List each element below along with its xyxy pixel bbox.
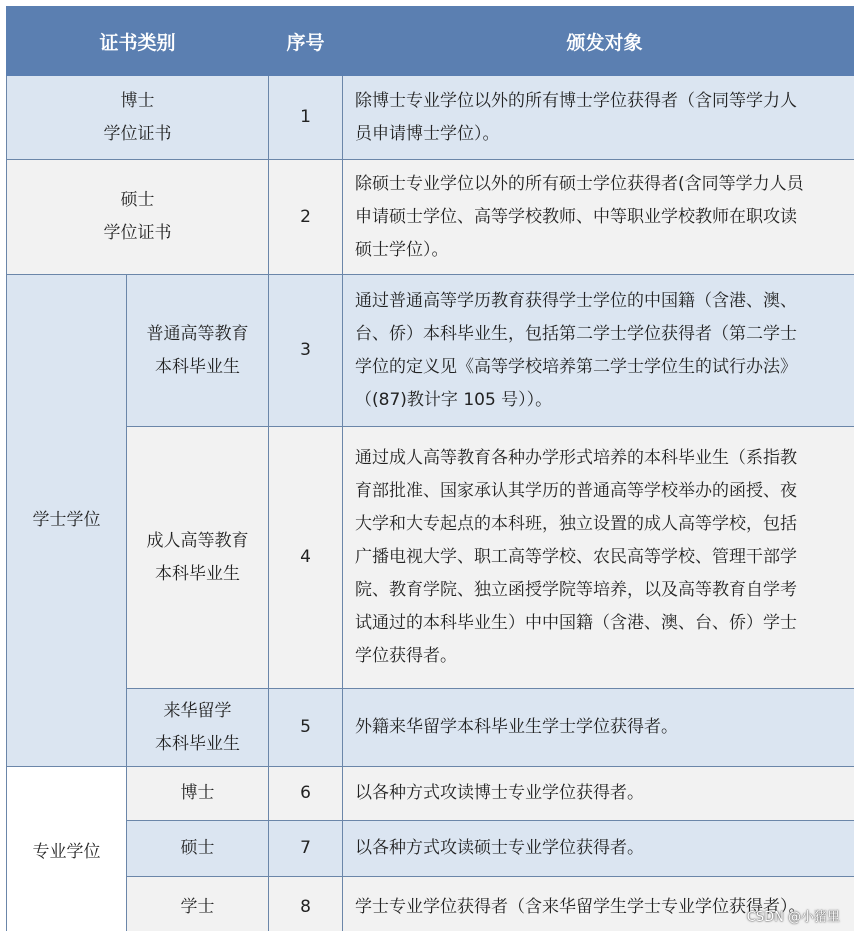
subcategory-line: 本科毕业生 [155, 733, 240, 754]
description-line: 大学和大专起点的本科班，独立设置的成人高等学校，包括 [355, 514, 798, 534]
table-row [7, 427, 854, 689]
description-cell [343, 427, 854, 689]
subcategory-cell [127, 427, 269, 689]
table-row [7, 275, 854, 427]
number-cell: 7 [269, 821, 343, 877]
description-line: 员申请博士学位）。 [355, 123, 500, 144]
description-line: 除博士专业学位以外的所有博士学位获得者（含同等学力人 [355, 90, 798, 111]
header-category: 证书类别 [7, 7, 269, 76]
description-cell [343, 275, 854, 427]
category-line: 博士 [120, 90, 155, 111]
group-cell-bachelor: 学士学位 [7, 275, 127, 767]
description-line: 以各种方式攻读博士专业学位获得者。 [355, 783, 645, 803]
description-cell [343, 160, 854, 275]
description-line: 学位的定义见《高等学校培养第二学士学位生的试行办法》 [355, 356, 798, 377]
number-cell: 8 [269, 877, 343, 931]
subcategory-cell: 硕士 [127, 821, 269, 877]
description-line: 院、教育学院、独立函授学院等培养，以及高等教育自学考 [355, 580, 798, 600]
number-cell: 5 [269, 689, 343, 767]
group-cell-professional: 专业学位 [7, 767, 127, 931]
category-line: 硕士 [120, 190, 155, 210]
header-number: 序号 [269, 7, 343, 76]
description-line: 外籍来华留学本科毕业生学士学位获得者。 [355, 717, 679, 737]
number-cell: 6 [269, 767, 343, 821]
description-line: 台、侨）本科毕业生，包括第二学士学位获得者（第二学士 [355, 323, 798, 344]
subcategory-cell [127, 689, 269, 767]
subcategory-line: 成人高等教育 [146, 530, 249, 551]
subcategory-line: 来华留学 [163, 700, 232, 721]
table-row [7, 767, 854, 821]
description-line: 通过普通高等学历教育获得学士学位的中国籍（含港、澳、 [355, 290, 798, 311]
description-cell [343, 821, 854, 877]
description-line: 广播电视大学、职工高等学校、农民高等学校、管理干部学 [355, 547, 798, 567]
description-line: 育部批准、国家承认其学历的普通高等学校举办的函授、夜 [355, 481, 798, 501]
category-line: 学位证书 [103, 223, 172, 243]
table-row [7, 821, 854, 877]
category-line: 学位证书 [103, 123, 172, 144]
description-line: 硕士学位）。 [355, 239, 449, 260]
description-line: 通过成人高等教育各种办学形式培养的本科毕业生（系指教 [355, 448, 798, 468]
table-row [7, 877, 854, 931]
description-line: 除硕士专业学位以外的所有硕士学位获得者(含同等学力人员 [355, 173, 804, 194]
category-cell [7, 76, 269, 160]
number-cell: 4 [269, 427, 343, 689]
description-cell [343, 767, 854, 821]
subcategory-cell [127, 275, 269, 427]
subcategory-cell: 学士 [127, 877, 269, 931]
table-row [7, 689, 854, 767]
description-line: 申请硕士学位、高等学校教师、中等职业学校教师在职攻读 [355, 206, 798, 227]
number-cell: 3 [269, 275, 343, 427]
description-line: 学士专业学位获得者（含来华留学生学士专业学位获得者）。 [355, 897, 806, 917]
description-line: （(87)教计字 105 号））。 [355, 389, 553, 410]
subcategory-line: 本科毕业生 [155, 356, 240, 377]
subcategory-cell: 博士 [127, 767, 269, 821]
header-target: 颁发对象 [343, 7, 854, 76]
description-line: 以各种方式攻读硕士专业学位获得者。 [355, 838, 645, 858]
subcategory-line: 本科毕业生 [155, 563, 240, 584]
description-cell [343, 689, 854, 767]
table-row [7, 76, 854, 160]
subcategory-line: 普通高等教育 [146, 323, 249, 344]
certificate-table [6, 6, 854, 931]
number-cell: 1 [269, 76, 343, 160]
description-line: 学位获得者。 [355, 646, 458, 666]
description-line: 试通过的本科毕业生）中中国籍（含港、澳、台、侨）学士 [355, 613, 798, 633]
table-row [7, 160, 854, 275]
watermark: CSDN @小猪里 [746, 910, 840, 925]
table-header-row [7, 7, 854, 76]
number-cell: 2 [269, 160, 343, 275]
description-cell [343, 76, 854, 160]
category-cell [7, 160, 269, 275]
